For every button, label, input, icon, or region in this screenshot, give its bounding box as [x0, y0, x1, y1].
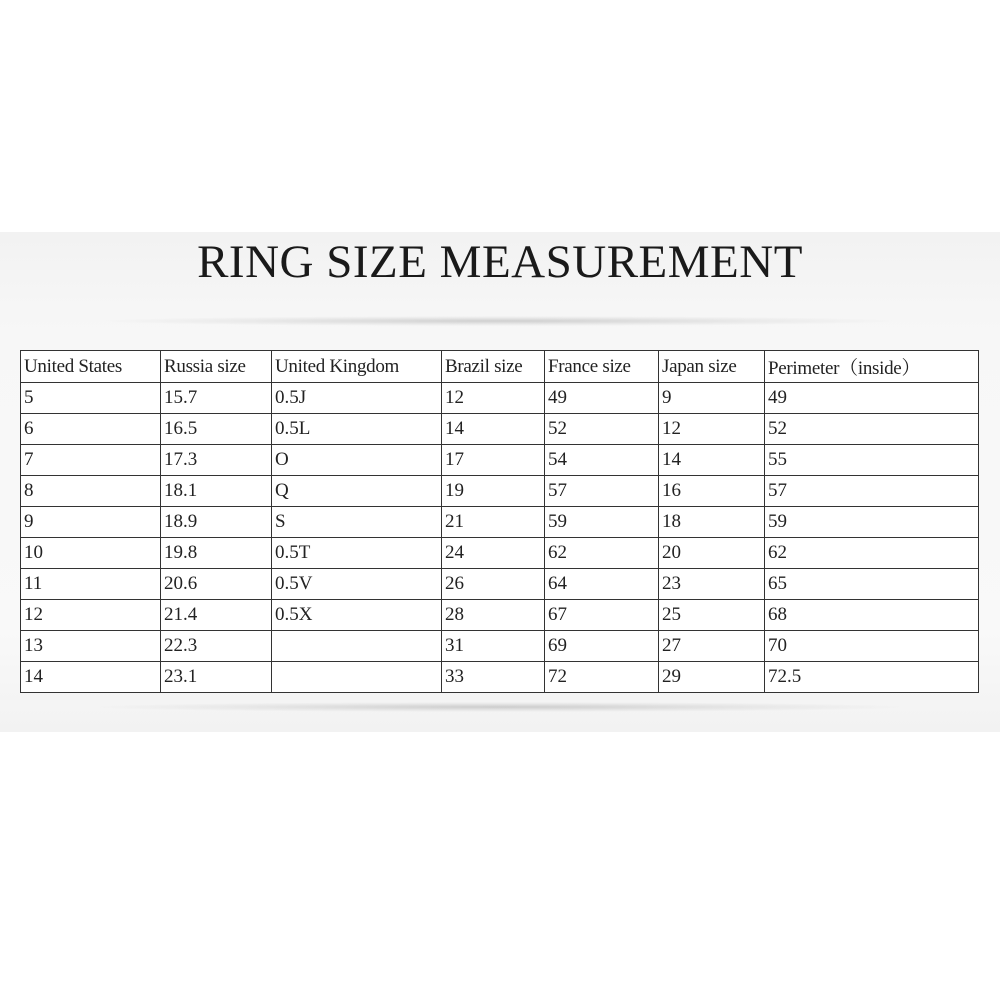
table-row	[21, 414, 979, 445]
cell-perimeter: 65	[765, 569, 979, 600]
header-united-states: United States	[21, 351, 161, 383]
cell-perimeter: 70	[765, 631, 979, 662]
cell-japan-size: 20	[659, 538, 765, 569]
cell-united-kingdom: O	[272, 445, 442, 476]
cell-france-size: 59	[545, 507, 659, 538]
cell-united-states: 10	[21, 538, 161, 569]
table-row	[21, 662, 979, 693]
cell-japan-size: 9	[659, 383, 765, 414]
cell-russia-size: 15.7	[161, 383, 272, 414]
cell-japan-size: 14	[659, 445, 765, 476]
cell-france-size: 62	[545, 538, 659, 569]
cell-united-states: 7	[21, 445, 161, 476]
cell-united-states: 12	[21, 600, 161, 631]
cell-japan-size: 12	[659, 414, 765, 445]
cell-united-kingdom	[272, 662, 442, 693]
cell-perimeter: 72.5	[765, 662, 979, 693]
cell-russia-size: 21.4	[161, 600, 272, 631]
cell-russia-size: 18.1	[161, 476, 272, 507]
cell-france-size: 49	[545, 383, 659, 414]
cell-russia-size: 18.9	[161, 507, 272, 538]
cell-united-states: 11	[21, 569, 161, 600]
cell-united-kingdom: 0.5J	[272, 383, 442, 414]
cell-united-states: 6	[21, 414, 161, 445]
cell-brazil-size: 14	[442, 414, 545, 445]
cell-japan-size: 16	[659, 476, 765, 507]
cell-united-kingdom: 0.5X	[272, 600, 442, 631]
header-france-size: France size	[545, 351, 659, 383]
cell-united-kingdom	[272, 631, 442, 662]
cell-france-size: 64	[545, 569, 659, 600]
table-row	[21, 476, 979, 507]
cell-united-kingdom: 0.5V	[272, 569, 442, 600]
cell-japan-size: 25	[659, 600, 765, 631]
cell-united-states: 13	[21, 631, 161, 662]
cell-russia-size: 19.8	[161, 538, 272, 569]
cell-japan-size: 23	[659, 569, 765, 600]
table-row	[21, 507, 979, 538]
cell-france-size: 57	[545, 476, 659, 507]
cell-france-size: 72	[545, 662, 659, 693]
ring-size-table	[20, 350, 979, 693]
cell-russia-size: 17.3	[161, 445, 272, 476]
cell-brazil-size: 12	[442, 383, 545, 414]
cell-france-size: 69	[545, 631, 659, 662]
table-row	[21, 631, 979, 662]
cell-united-kingdom: S	[272, 507, 442, 538]
table-row	[21, 569, 979, 600]
table-row	[21, 538, 979, 569]
header-russia-size: Russia size	[161, 351, 272, 383]
table-row	[21, 600, 979, 631]
cell-united-states: 14	[21, 662, 161, 693]
cell-france-size: 67	[545, 600, 659, 631]
divider-shadow-top	[100, 316, 900, 326]
header-brazil-size: Brazil size	[442, 351, 545, 383]
cell-brazil-size: 21	[442, 507, 545, 538]
page-title: RING SIZE MEASUREMENT	[197, 236, 803, 288]
cell-brazil-size: 24	[442, 538, 545, 569]
cell-russia-size: 16.5	[161, 414, 272, 445]
cell-united-states: 8	[21, 476, 161, 507]
table-row	[21, 383, 979, 414]
cell-united-states: 5	[21, 383, 161, 414]
cell-japan-size: 18	[659, 507, 765, 538]
cell-japan-size: 29	[659, 662, 765, 693]
cell-perimeter: 49	[765, 383, 979, 414]
cell-united-kingdom: Q	[272, 476, 442, 507]
cell-perimeter: 57	[765, 476, 979, 507]
cell-perimeter: 55	[765, 445, 979, 476]
cell-united-kingdom: 0.5L	[272, 414, 442, 445]
cell-brazil-size: 26	[442, 569, 545, 600]
divider-shadow-bottom	[100, 702, 900, 712]
cell-brazil-size: 17	[442, 445, 545, 476]
cell-perimeter: 68	[765, 600, 979, 631]
cell-united-kingdom: 0.5T	[272, 538, 442, 569]
table-row	[21, 445, 979, 476]
cell-brazil-size: 33	[442, 662, 545, 693]
cell-perimeter: 62	[765, 538, 979, 569]
cell-japan-size: 27	[659, 631, 765, 662]
cell-france-size: 54	[545, 445, 659, 476]
cell-perimeter: 52	[765, 414, 979, 445]
cell-france-size: 52	[545, 414, 659, 445]
cell-brazil-size: 19	[442, 476, 545, 507]
table-header-row	[21, 351, 979, 383]
cell-russia-size: 20.6	[161, 569, 272, 600]
cell-russia-size: 23.1	[161, 662, 272, 693]
cell-russia-size: 22.3	[161, 631, 272, 662]
cell-perimeter: 59	[765, 507, 979, 538]
cell-brazil-size: 31	[442, 631, 545, 662]
header-perimeter: Perimeter（inside）	[765, 351, 979, 383]
header-united-kingdom: United Kingdom	[272, 351, 442, 383]
header-japan-size: Japan size	[659, 351, 765, 383]
cell-brazil-size: 28	[442, 600, 545, 631]
cell-united-states: 9	[21, 507, 161, 538]
